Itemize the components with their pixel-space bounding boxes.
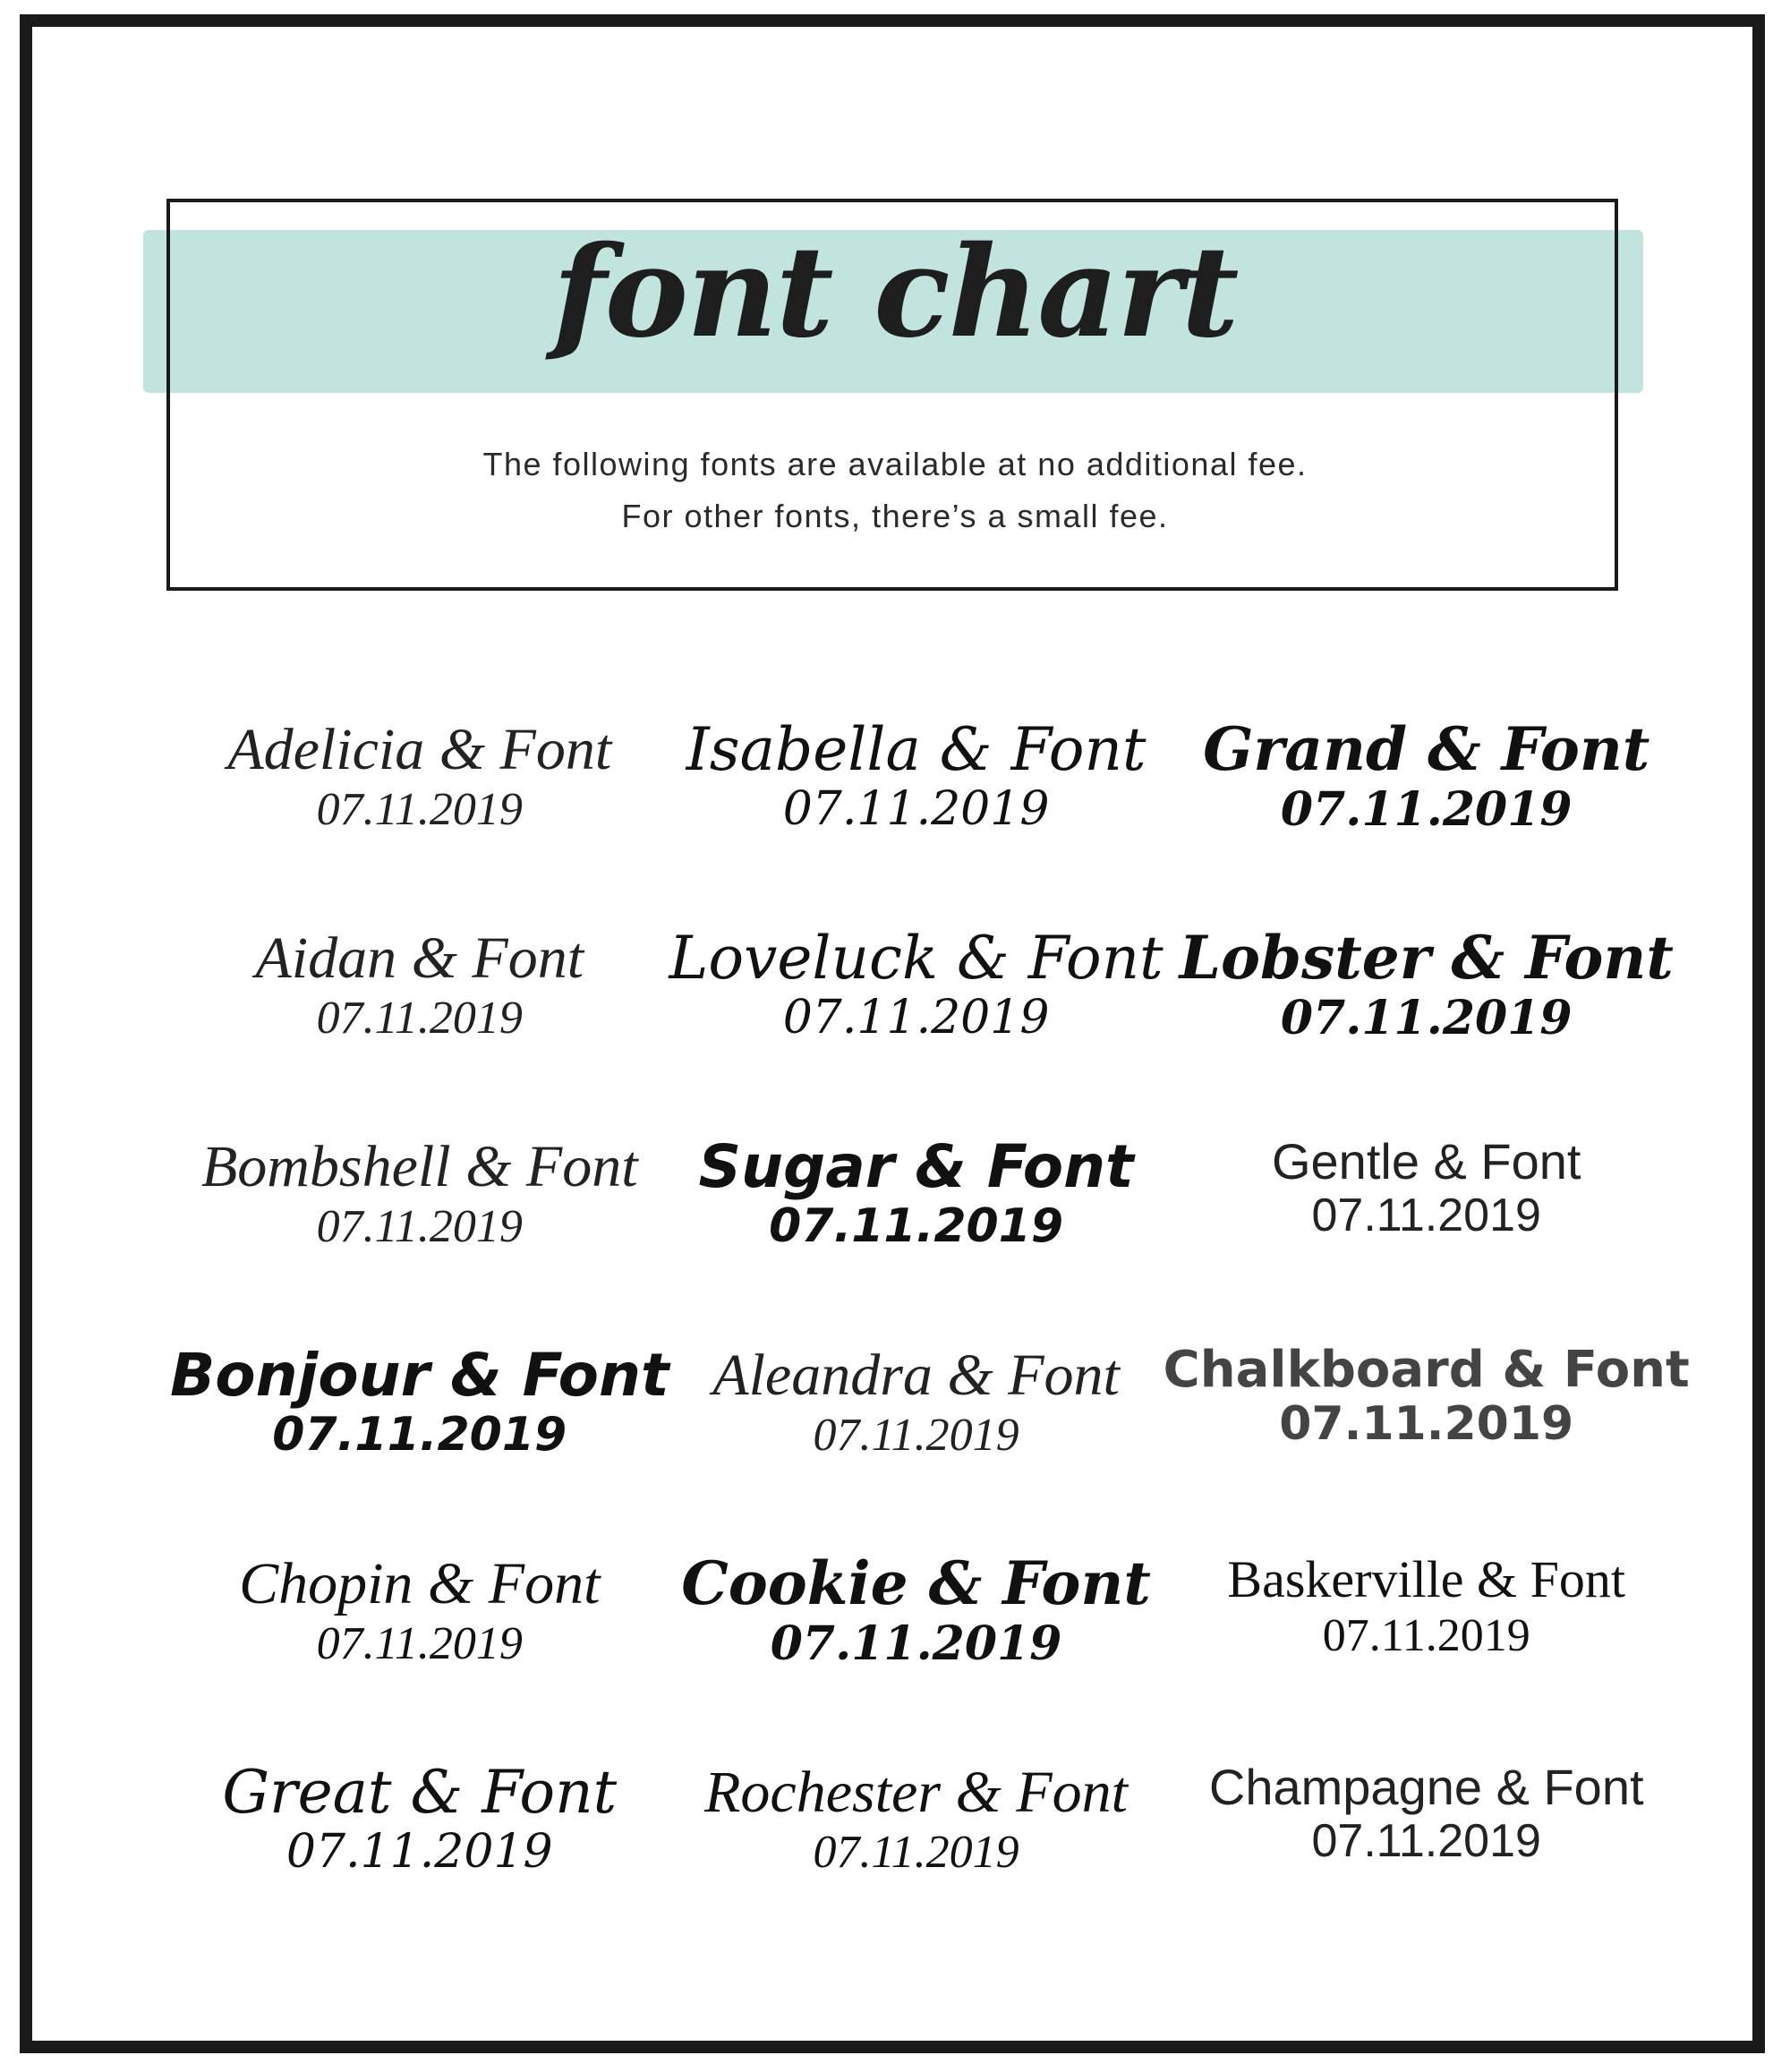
font-sample-bonjour — [170, 1342, 669, 1550]
font-sample-date: 07.11.2019 — [1311, 1189, 1541, 1242]
font-sample-name: Isabella & Font — [686, 715, 1146, 784]
font-sample-name: Loveluck & Font — [669, 924, 1164, 993]
font-sample-name: Rochester & Font — [704, 1760, 1129, 1825]
font-sample-date: 07.11.2019 — [782, 990, 1050, 1045]
font-sample-chopin — [170, 1550, 669, 1759]
font-sample-date: 07.11.2019 — [316, 1200, 523, 1252]
font-sample-date: 07.11.2019 — [316, 992, 523, 1044]
font-sample-name: Sugar & Font — [698, 1132, 1134, 1201]
font-sample-date: 07.11.2019 — [1280, 781, 1573, 837]
font-sample-aleandra — [669, 1342, 1164, 1550]
subtitle-line-1: The following fonts are available at no additional fee. — [482, 446, 1308, 482]
font-sample-gentle — [1164, 1133, 1690, 1342]
font-sample-date: 07.11.2019 — [1322, 1609, 1530, 1661]
font-sample-isabella — [669, 716, 1164, 925]
font-sample-name: Aleandra & Font — [712, 1343, 1120, 1408]
font-sample-date: 07.11.2019 — [272, 1407, 567, 1462]
font-sample-lobster — [1164, 925, 1690, 1133]
font-sample-date: 07.11.2019 — [316, 1617, 523, 1669]
font-sample-date: 07.11.2019 — [1311, 1815, 1541, 1868]
font-sample-name: Adelicia & Font — [227, 717, 612, 782]
font-sample-baskerville — [1164, 1550, 1690, 1759]
font-sample-grand — [1164, 716, 1690, 925]
font-sample-name: Lobster & Font — [1179, 923, 1674, 993]
font-sample-great — [170, 1759, 669, 1967]
font-sample-name: Gentle & Font — [1271, 1133, 1581, 1189]
font-sample-date: 07.11.2019 — [769, 1198, 1064, 1253]
font-sample-name: Bonjour & Font — [170, 1341, 669, 1410]
font-sample-name: Bombshell & Font — [200, 1134, 638, 1199]
font-sample-date: 07.11.2019 — [770, 1616, 1062, 1671]
font-sample-aidan — [170, 925, 669, 1133]
font-sample-name: Champagne & Font — [1208, 1759, 1644, 1815]
font-sample-name: Chopin & Font — [239, 1551, 601, 1616]
page-title: font chart — [552, 219, 1238, 366]
font-sample-rochester — [669, 1759, 1164, 1967]
font-sample-bombshell — [170, 1133, 669, 1342]
font-sample-date: 07.11.2019 — [813, 1409, 1019, 1461]
font-sample-sugar — [669, 1133, 1164, 1342]
font-sample-name: Chalkboard & Font — [1163, 1341, 1690, 1399]
font-sample-date: 07.11.2019 — [1280, 990, 1573, 1045]
font-sample-adelicia — [170, 716, 669, 925]
font-sample-champagne — [1164, 1759, 1690, 1967]
font-sample-date: 07.11.2019 — [1279, 1397, 1574, 1452]
font-sample-name: Aidan & Font — [255, 925, 584, 991]
font-sample-grid — [170, 714, 1690, 1969]
subtitle-line-2: For other fonts, there’s a small fee. — [621, 498, 1169, 534]
font-sample-name: Great & Font — [222, 1758, 618, 1827]
font-sample-date: 07.11.2019 — [813, 1826, 1019, 1878]
font-sample-loveluck — [669, 925, 1164, 1133]
font-sample-chalkboard — [1164, 1342, 1690, 1550]
font-sample-date: 07.11.2019 — [782, 781, 1050, 836]
font-sample-date: 07.11.2019 — [286, 1824, 553, 1879]
font-sample-cookie — [669, 1550, 1164, 1759]
font-sample-name: Grand & Font — [1203, 714, 1650, 784]
font-sample-date: 07.11.2019 — [316, 783, 523, 835]
font-sample-name: Baskerville & Font — [1227, 1550, 1626, 1608]
font-sample-name: Cookie & Font — [681, 1548, 1151, 1618]
